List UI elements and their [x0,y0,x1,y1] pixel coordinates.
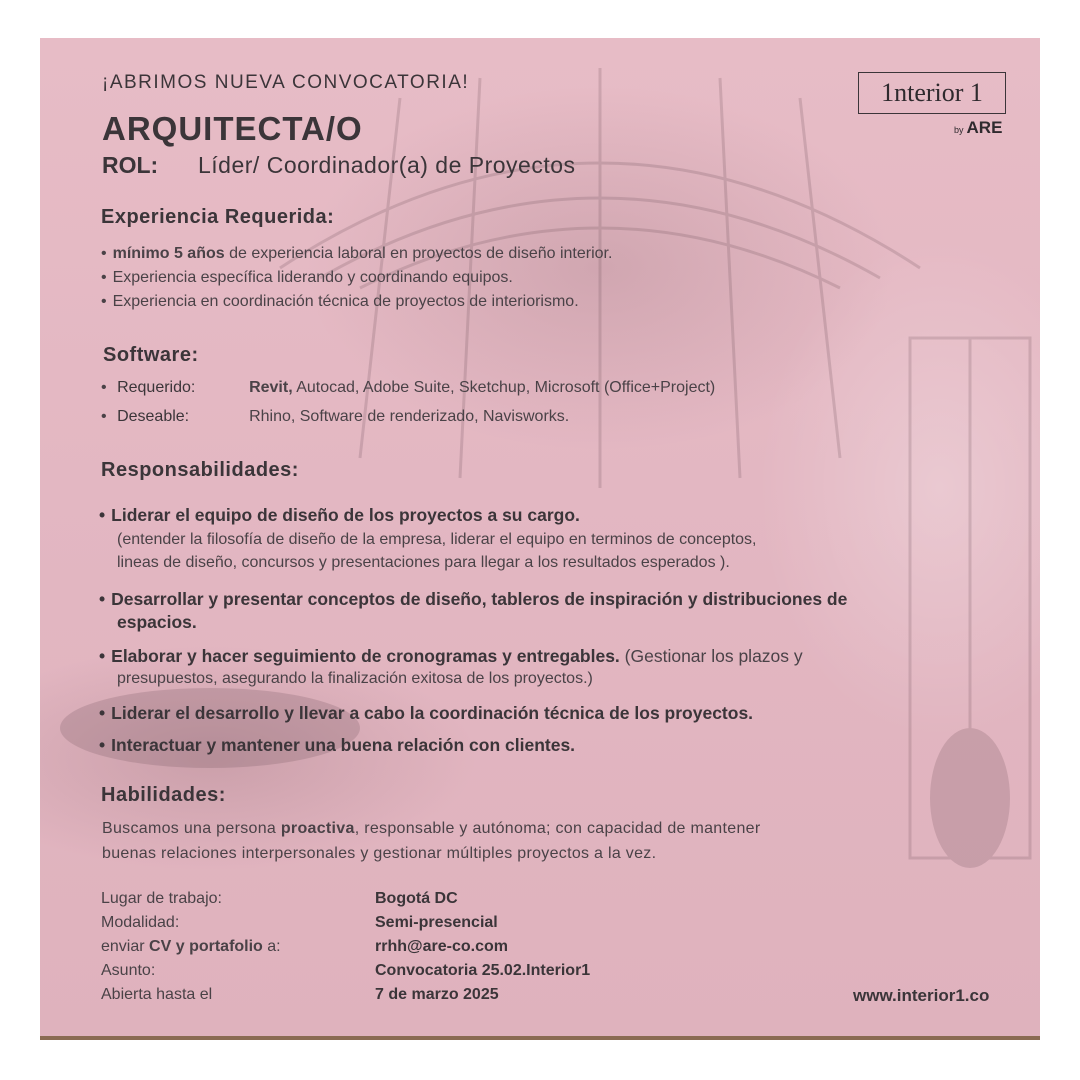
responsibility-detail-inline: (Gestionar los plazos y [619,646,803,666]
responsibilities-heading: Responsabilidades: [101,459,299,481]
info-value-subject: Convocatoria 25.02.Interior1 [375,962,591,979]
info-label: Abierta hasta el [101,986,213,1003]
job-title: ARQUITECTA/O [102,110,363,147]
role-value: Líder/ Coordinador(a) de Proyectos [198,152,576,178]
responsibility-item [99,735,575,756]
are-brand-mark [954,118,1002,138]
info-label-pre: enviar [101,938,150,955]
experience-item-text: Experiencia específica liderando y coordinando equipos. [112,269,513,286]
software-row-desirable [101,408,569,426]
info-label-mid: y [171,938,190,955]
software-row-label: Deseable: [117,408,190,425]
responsibility-item [99,505,580,526]
experience-heading: Experiencia Requerida: [101,206,335,228]
info-label: Asunto: [101,962,156,979]
role-label: ROL: [102,152,159,178]
skills-text [102,820,760,838]
role-line [102,152,576,179]
experience-item [101,269,513,287]
info-label [101,938,281,956]
responsibility-text: Desarrollar y presentar conceptos de diseño, tableros de inspiración y distribuciones de [111,589,848,609]
experience-item-text: Experiencia en coordinación técnica de proyectos de interiorismo. [112,293,579,310]
skills-text-pre: Buscamos una persona [102,820,281,837]
logo-brand: ARE [966,118,1003,137]
skills-text-line2: buenas relaciones interpersonales y gestionar múltiples proyectos a la vez. [102,845,657,862]
logo-by-label: by [954,125,964,135]
software-row-text: Autocad, Adobe Suite, Sketchup, Microsoft (Office+Project) [292,379,716,396]
skills-heading: Habilidades: [101,784,226,806]
experience-item-text: de experiencia laboral en proyectos de diseño interior. [224,245,613,262]
job-poster [40,38,1040,1038]
responsibility-text: Liderar el desarrollo y llevar a cabo la coordinación técnica de los proyectos. [111,703,754,723]
logo-name: 1nterior 1 [881,78,983,107]
software-row-required [101,379,715,397]
responsibility-text: Elaborar y hacer seguimiento de cronogramas y entregables. [111,646,620,666]
software-row-text: Rhino, Software de renderizado, Navisworks. [249,408,570,425]
info-label-cv: CV [149,938,172,955]
skills-text-post: , responsable y autónoma; con capacidad de mantener [354,820,761,837]
call-kicker: ¡ABRIMOS NUEVA CONVOCATORIA! [102,72,470,93]
experience-item [101,245,612,263]
info-label-portfolio: portafolio [189,938,263,955]
info-value-location: Bogotá DC [375,890,458,907]
responsibility-text: Interactuar y mantener una buena relación con clientes. [111,735,576,755]
responsibility-detail: lineas de diseño, concursos y presentaciones para llegar a los resultados esperados ). [117,554,730,571]
responsibility-item [99,703,753,724]
responsibility-text: Liderar el equipo de diseño de los proyectos a su cargo. [111,505,580,525]
info-value-modality: Semi-presencial [375,914,498,931]
responsibility-detail: (entender la filosofía de diseño de la empresa, liderar el equipo en terminos de conceptos, [117,531,757,548]
experience-item-bold: mínimo 5 años [112,245,225,262]
responsibility-item [99,646,803,667]
software-row-bold: Revit, [249,379,293,396]
responsibility-item [99,589,847,610]
skills-text-bold: proactiva [280,820,355,837]
responsibility-detail: presupuestos, asegurando la finalización exitosa de los proyectos.) [117,670,593,687]
bottom-strip [40,1036,1040,1040]
responsibility-continuation: espacios. [117,612,197,632]
info-label: Lugar de trabajo: [101,890,222,907]
info-label: Modalidad: [101,914,180,931]
interior1-logo [858,72,1006,114]
info-label-post: a: [262,938,281,955]
website-link[interactable]: www.interior1.co [853,986,990,1005]
info-value-deadline: 7 de marzo 2025 [375,986,499,1003]
experience-item [101,293,579,311]
info-value-email[interactable]: rrhh@are-co.com [375,938,508,955]
software-row-label: Requerido: [117,379,196,396]
software-heading: Software: [103,344,199,366]
